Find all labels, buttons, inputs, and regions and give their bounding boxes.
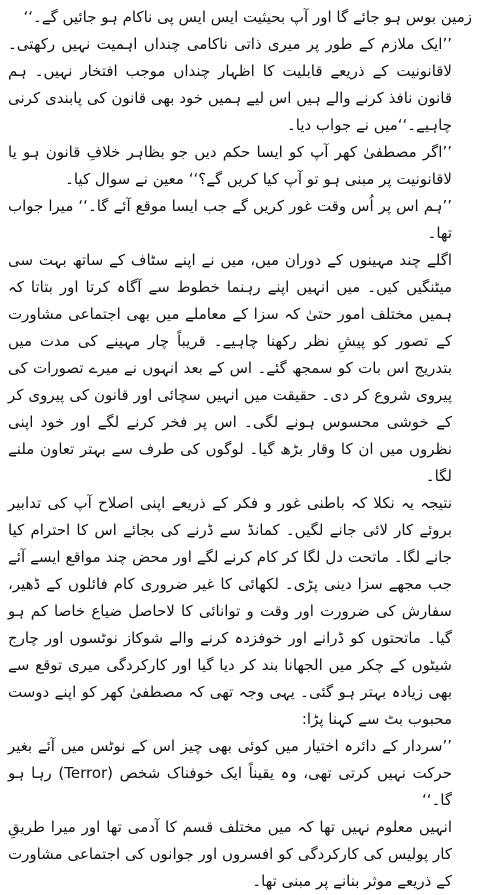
paragraph-meetings: اگلے چند مہینوں کے دوران میں، میں نے اپنے سٹاف کے ساتھ بہت سی میٹنگیں کیں۔ میں انہیں اپنے رہنما خطوط سے آگاہ کرتا اور بتاتا کہ ہمیں مختلف امور حتیٰ کہ سزا کے معاملے میں بھی اجتماعی مشاورت کے تصور کو پیشِ نظر رکھنا چاہیے۔ قریباً چار مہینے کی مدت میں بتدریج اس بات کو سمجھ گئے۔ اس کے بعد انہوں نے میرے تصورات کی پیروی شروع کر دی۔ حقیقت میں انہیں سچائی اور قانون کی پیروی کر کے خوشی محسوس ہونے لگی۔ اس پر فخر کرنے لگے اور خود اپنی نظروں میں ان کا وقار بڑھ گیا۔ لوگوں کی طرف سے بہتر تعاون ملنے لگا۔ xyxy=(8,251,452,485)
quote-term-english: (Terror) xyxy=(58,764,114,782)
paragraph-result: نتیجہ یہ نکلا کہ باطنی غور و فکر کے ذریعے اپنی اصلاح آپ کی تدابیر بروئے کار لائی جانے لگیں۔ کمانڈ سے ڈرنے کی بجائے اس کا احترام کیا جانے لگا۔ ماتحت دل لگا کر کام کرنے لگے اور محض چند مواقع ایسے آئے جب مجھے سزا دینی پڑی۔ لکھائی کا غیر ضروری کام فائلوں کے ڈھیر، سفارش کی ضرورت اور وقت و توانائی کا لاحاصل ضیاع خاصا کم ہو گیا۔ ماتحتوں کو ڈرانے اور خوفزدہ کرنے والے شوکاز نوٹسوں اور چارج شیٹوں کے چکر میں الجھانا بند کر دیا گیا اور کارکردگی میری توقع سے بھی زیادہ بہتر ہو گئی۔ یہی وجہ تھی کہ مصطفیٰ کھر کو اپنے دوست محبوب بٹ سے کہنا پڑا: xyxy=(8,494,452,728)
paragraph-answer: ’’ہم اس پر اُس وقت غور کریں گے جب ایسا موقع آئے گا۔‘‘ میرا جواب تھا۔ xyxy=(8,197,452,242)
paragraph-question: ’’اگر مصطفیٰ کھر آپ کو ایسا حکم دیں جو بظاہر خلافِ قانون ہو یا لاقانونیت پر مبنی ہو تو آپ کیا کریں گے؟‘‘ معین نے سوال کیا۔ xyxy=(8,143,452,188)
paragraph-continuation: زمین بوس ہو جائے گا اور آپ بحیثیت ایس ایس پی ناکام ہو جائیں گے۔‘‘ xyxy=(23,8,472,26)
quote-text: ’’سردار کے دائرہ اختیار میں کوئی بھی چیز اس کے نوٹس میں آئے بغیر حرکت نہیں کرتی تھی، وہ یقیناً ایک خوفناک شخص xyxy=(8,737,452,782)
paragraph-reply: ’’ایک ملازم کے طور پر میری ذاتی ناکامی چنداں اہمیت نہیں رکھتی۔ لاقانونیت کے ذریعے قابلیت کا اظہار چنداں موجب افتخار نہیں۔ ہم قانون نافذ کرنے والے ہیں اس لیے ہمیں خود بھی قانون کی پابندی کرنی چاہیے۔‘‘میں نے جواب دیا۔ xyxy=(8,35,452,134)
paragraph-quote xyxy=(8,733,472,814)
quote-text-end: رہا ہو گا۔‘‘ xyxy=(8,764,452,809)
paragraph-conclusion: انہیں معلوم نہیں تھا کہ میں مختلف قسم کا آدمی تھا اور میرا طریقِ کار پولیس کی کارکردگی کو افسروں اور جوانوں کی اجتماعی مشاورت کے ذریعے موثر بنانے پر مبنی تھا۔ xyxy=(8,818,452,890)
